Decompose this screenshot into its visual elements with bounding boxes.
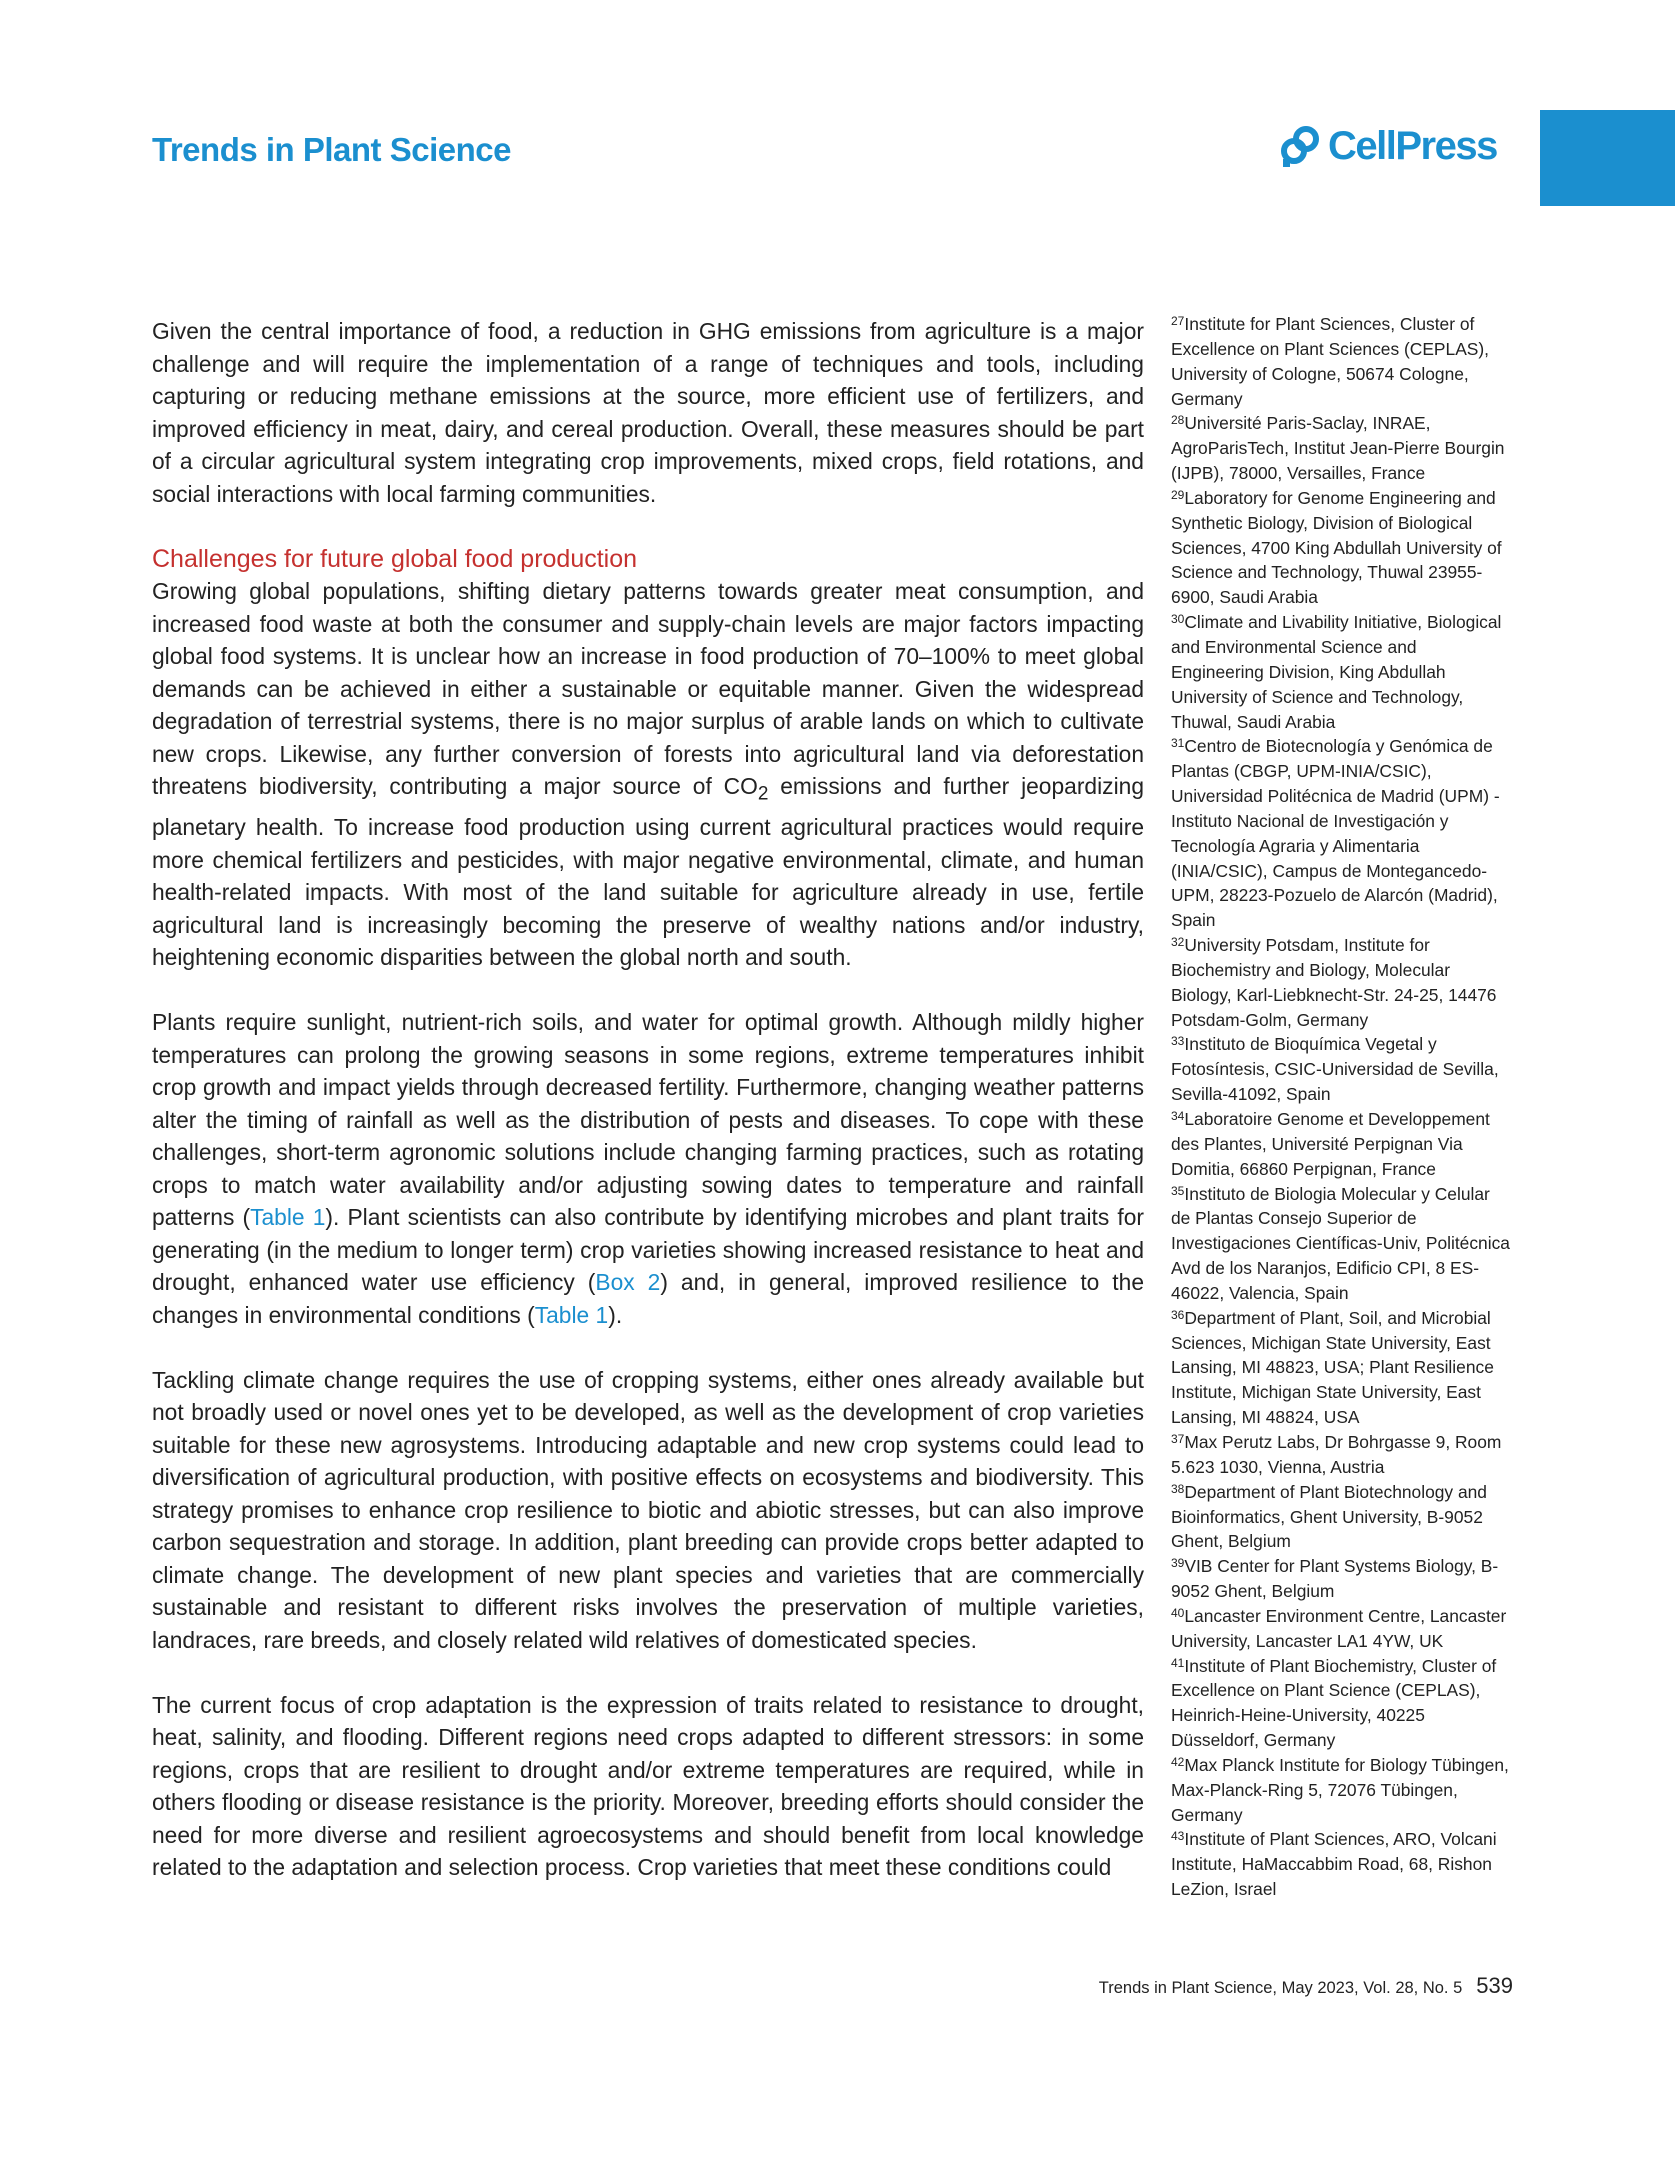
paragraph-plants-part1: Plants require sunlight, nutrient-rich soils, and water for optimal growth. Although mildly higher temperatures can prolong the growing seasons in some regions, extreme temperatures inhibit crop growth and impact yields through decreased fertility. Furthermore, changing weather patterns alter the timing of rainfall as well as the distribution of pests and diseases. To cope with these challenges, short-term agronomic solutions include changing farming practices, such as rotating crops to match water availability and/or adjusting sowing dates to temperature and rainfall patterns ( [152,1009,1144,1231]
affiliation-item [1171,1604,1511,1654]
affiliation-item [1171,1480,1511,1555]
affiliation-number: 40 [1171,1605,1185,1620]
paragraph-challenges-part2: emissions and further jeopardizing planetary health. To increase food production using current agricultural practices would require more chemical fertilizers and pesticides, with major negative environmental, climate, and human health-related impacts. With most of the land suitable for agriculture already in use, fertile agricultural land is increasingly becoming the preserve of wealthy nations and/or industry, heightening economic disparities between the global north and south. [152,773,1144,971]
section-heading: Challenges for future global food production [152,544,638,573]
affiliation-text: Institute of Plant Sciences, ARO, Volcani Institute, HaMaccabbim Road, 68, Rishon LeZion, Israel [1171,1829,1497,1900]
affiliation-item [1171,1032,1511,1107]
affiliation-item [1171,411,1511,486]
affiliation-number: 42 [1171,1754,1185,1769]
affiliation-item [1171,312,1511,411]
affiliation-text: Institute of Plant Biochemistry, Cluster of Excellence on Plant Science (CEPLAS), Heinrich-Heine-University, 40225 Düsseldorf, Germany [1171,1655,1497,1751]
affiliation-item [1171,1107,1511,1182]
corner-tab [1540,110,1675,206]
affiliation-item [1171,1182,1511,1306]
affiliation-item [1171,486,1511,610]
affiliation-item [1171,1554,1511,1604]
co2-subscript: 2 [757,783,769,805]
affiliation-text: Climate and Livability Initiative, Biological and Environmental Science and Engineering Division, King Abdullah University of Science and Technology, Thuwal, Saudi Arabia [1171,612,1502,732]
affiliation-number: 43 [1171,1829,1185,1844]
affiliation-item [1171,1430,1511,1480]
affiliation-text: Université Paris-Saclay, INRAE, AgroParisTech, Institut Jean-Pierre Bourgin (IJPB), 78000, Versailles, France [1171,413,1505,484]
paragraph-plants-part3: ) and, in general, improved resilience to the changes in environmental conditions ( [152,1269,1144,1328]
affiliation-number: 34 [1171,1109,1185,1123]
affiliation-text: University Potsdam, Institute for Biochemistry and Biology, Molecular Biology, Karl-Liebknecht-Str. 24-25, 14476 Potsdam-Golm, Germany [1171,935,1497,1030]
affiliation-item [1171,933,1511,1032]
brand-name: CellPress [1328,124,1497,168]
footer-citation: Trends in Plant Science, May 2023, Vol. 28, No. 5 [1098,1979,1463,1997]
affiliation-text: VIB Center for Plant Systems Biology, B-9052 Ghent, Belgium [1171,1556,1499,1602]
paragraph-challenges-part1: Growing global populations, shifting dietary patterns towards greater meat consumption, and increased food waste at both the consumer and supply-chain levels are major factors impacting global food systems. It is unclear how an increase in food production of 70–100% to meet global demands can be achieved in either a sustainable or equitable manner. Given the widespread degradation of terrestrial systems, there is no major surplus of arable lands on which to cultivate new crops. Likewise, any further conversion of forests into agricultural land via deforestation threatens biodiversity, contributing a major source of CO [152,578,1144,799]
paragraph-plants [152,1006,1144,1331]
affiliation-number: 31 [1171,736,1185,751]
affiliation-item [1171,1753,1511,1828]
affiliation-number: 37 [1171,1431,1185,1446]
paragraph-challenges [152,575,1144,974]
affiliation-number: 35 [1171,1183,1185,1198]
affiliation-text: Institute for Plant Sciences, Cluster of Excellence on Plant Sciences (CEPLAS), University of Cologne, 50674 Cologne, Germany [1171,314,1490,409]
affiliation-text: Instituto de Bioquímica Vegetal y Fotosíntesis, CSIC-Universidad de Sevilla, Sevilla-41092, Spain [1171,1034,1499,1105]
affiliation-number: 36 [1171,1307,1185,1322]
affiliation-item [1171,1306,1511,1430]
affiliation-item [1171,1654,1511,1753]
paragraph-plants-part2: ). Plant scientists can also contribute by identifying microbes and plant traits for generating (in the medium to longer term) crop varieties showing increased resistance to heat and drought, enhanced water use efficiency ( [152,1204,1145,1296]
affiliation-item [1171,734,1511,933]
paragraph-adaptation: The current focus of crop adaptation is the expression of traits related to resistance to drought, heat, salinity, and flooding. Different regions need crops adapted to different stressors: in some regions, crops that are resilient to drought and/or extreme temperatures are required, while in others flooding or disease resistance is the priority. Moreover, breeding efforts should consider the need for more diverse and resilient agroecosystems and should benefit from local knowledge related to the adaptation and selection process. Crop varieties that meet these conditions could [152,1691,1144,1881]
paragraph-cropping: Tackling climate change requires the use of cropping systems, either ones already available but not broadly used or novel ones yet to be developed, as well as the development of crop varieties suitable for these new agrosystems. Introducing adaptable and new crop systems could lead to diversification of agricultural production, with positive effects on ecosystems and biodiversity. This strategy promises to enhance crop resilience to biotic and abiotic stresses, but can also improve carbon sequestration and storage. In addition, plant breeding can provide crops better adapted to climate change. The development of new plant species and varieties that are commercially sustainable and resistant to different risks involves the preservation of multiple varieties, landraces, rare breeds, and closely related wild relatives of domesticated species. [152,1366,1144,1653]
affiliation-item [1171,1827,1511,1902]
page-number: 539 [1476,1973,1513,1998]
affiliation-item [1171,610,1511,734]
paragraph-intro: Given the central importance of food, a reduction in GHG emissions from agriculture is a major challenge and will require the implementation of a range of techniques and tools, including capturing or reducing methane emissions at the source, more efficient use of fertilizers, and improved efficiency in meat, dairy, and cereal production. Overall, these measures should be part of a circular agricultural system integrating crop improvements, mixed crops, field rotations, and social interactions with local farming communities. [152,318,1144,507]
box-2-link[interactable]: Box 2 [595,1269,661,1296]
cellpress-logo-icon [1278,125,1322,169]
affiliations-sidebar [1171,312,1511,1902]
affiliation-number: 39 [1171,1556,1185,1571]
affiliation-text: Instituto de Biologia Molecular y Celular de Plantas Consejo Superior de Investigaciones Científicas-Univ, Politécnica Avd de los Naranjos, Edificio CPI, 8 ES-46022, Valencia, Spain [1171,1183,1510,1303]
affiliation-number: 38 [1171,1481,1185,1496]
paragraph-plants-part4: ). [608,1301,623,1328]
affiliation-number: 29 [1171,487,1185,502]
main-text [152,315,1144,1916]
affiliation-number: 32 [1171,935,1185,950]
page-footer [1099,1973,1513,1999]
table-1-link[interactable]: Table 1 [250,1204,326,1231]
affiliation-text: Lancaster Environment Centre, Lancaster University, Lancaster LA1 4YW, UK [1171,1605,1507,1651]
affiliation-number: 41 [1171,1655,1185,1670]
journal-title: Trends in Plant Science [152,131,511,168]
affiliation-text: Centro de Biotecnología y Genómica de Plantas (CBGP, UPM-INIA/CSIC), Universidad Politécnica de Madrid (UPM) - Instituto Nacional de Investigación y Tecnología Agraria y Alimentaria (INIA/CSIC), Campus de Montegancedo-UPM, 28223-Pozuelo de Alarcón (Madrid), Spain [1171,736,1500,931]
affiliation-number: 27 [1171,314,1185,328]
affiliation-text: Laboratory for Genome Engineering and Synthetic Biology, Division of Biological Sciences, 4700 King Abdullah University of Science and Technology, Thuwal 23955-6900, Saudi Arabia [1171,487,1502,608]
affiliation-number: 30 [1171,612,1185,627]
affiliation-text: Max Perutz Labs, Dr Bohrgasse 9, Room 5.623 1030, Vienna, Austria [1171,1431,1502,1477]
affiliation-number: 28 [1171,413,1185,428]
affiliation-number: 33 [1171,1034,1185,1049]
affiliation-text: Max Planck Institute for Biology Tübingen, Max-Planck-Ring 5, 72076 Tübingen, Germany [1171,1754,1509,1825]
affiliation-text: Laboratoire Genome et Developpement des Plantes, Université Perpignan Via Domitia, 66860 Perpignan, France [1171,1109,1490,1179]
affiliation-text: Department of Plant Biotechnology and Bioinformatics, Ghent University, B-9052 Ghent, Belgium [1171,1481,1487,1552]
table-1-link-2[interactable]: Table 1 [534,1301,609,1328]
affiliation-text: Department of Plant, Soil, and Microbial Sciences, Michigan State University, East Lansing, MI 48823, USA; Plant Resilience Institute, Michigan State University, East Lansing, MI 48824, USA [1171,1307,1494,1428]
cellpress-brand[interactable] [1278,124,1497,169]
